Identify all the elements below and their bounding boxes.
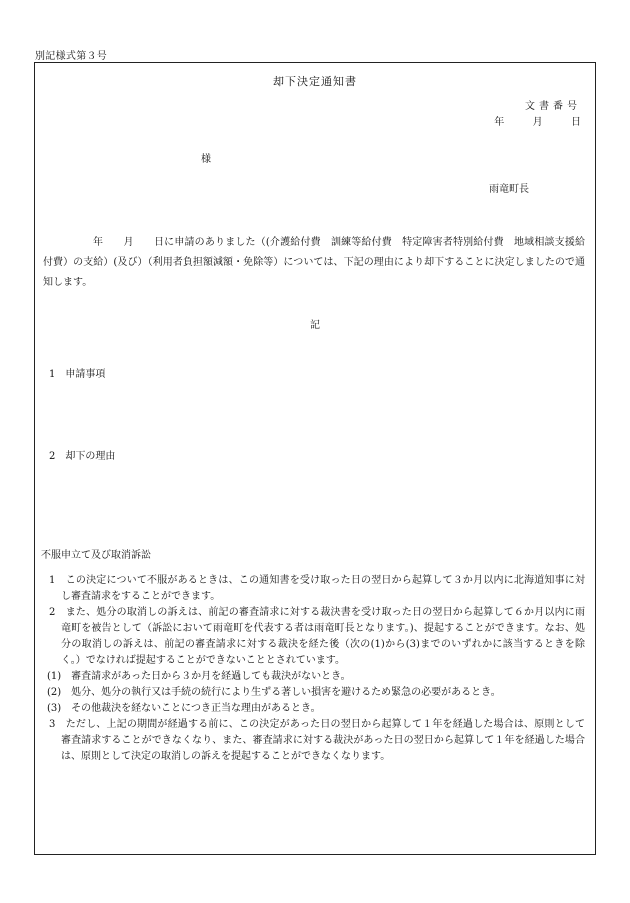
application-items-label: 1 申請事項 xyxy=(49,369,106,380)
form-number: 別記様式第３号 xyxy=(35,51,108,62)
rejection-reason-label: 2 却下の理由 xyxy=(49,451,116,462)
note-item: 1 この決定について不服があるときは、この通知書を受け取った日の翌日から起算して３か月以内に北海道知事に対し審査請求をすることができます。 xyxy=(49,575,585,602)
body-paragraph: 年 月 日に申請のありました（(介護給付費 訓練等給付費 特定障害者特別給付費 地域相談支援給付費）の支給）(及び）（利用者負担額減額・免除等）については、下記の理由により却下することに決定しましたので通知します。 xyxy=(43,237,585,288)
date-year-label: 年 xyxy=(494,117,505,128)
note-subitem: (2) 処分、処分の執行又は手続の続行により生ずる著しい損害を避けるため緊急の必要があるとき。 xyxy=(47,687,501,698)
note-item: 2 また、処分の取消しの訴えは、前記の審査請求に対する裁決書を受け取った日の翌日から起算して６か月以内に雨竜町を被告として（訴訟において雨竜町を代表する者は雨竜町長となります。)、提起することができます。なお、処分の取消しの訴えは、前記の審査請求に対する裁決を経た後（次の(1)から(3)までのいずれかに該当するときを除く。）でなければ提起することができないこととされています。 xyxy=(49,607,585,666)
appeal-notes xyxy=(49,573,585,765)
note-subitem: (1) 審査請求があった日から３か月を経過しても裁決がないとき。 xyxy=(47,671,351,682)
document-number-label: 文書番号 xyxy=(525,101,581,112)
addressee-suffix: 様 xyxy=(201,154,211,165)
note-item: 3 ただし、上記の期間が経過する前に、この決定があった日の翌日から起算して１年を経過した場合は、原則として審査請求することができなくなり、また、審査請求に対する裁決があった日の翌日から起算して１年を経過した場合は、原則として決定の取消しの訴えを提起することができなくなります。 xyxy=(49,719,585,762)
document-title: 却下決定通知書 xyxy=(273,75,357,88)
ki-heading: 記 xyxy=(310,320,320,331)
notice-frame xyxy=(34,62,596,855)
date-line xyxy=(494,113,581,128)
sender-name: 雨竜町長 xyxy=(489,184,529,195)
date-month-label: 月 xyxy=(532,117,543,128)
date-day-label: 日 xyxy=(571,117,581,128)
appeal-heading: 不服申立て及び取消訴訟 xyxy=(41,550,151,561)
note-subitem: (3) その他裁決を経ないことにつき正当な理由があるとき。 xyxy=(47,703,321,714)
